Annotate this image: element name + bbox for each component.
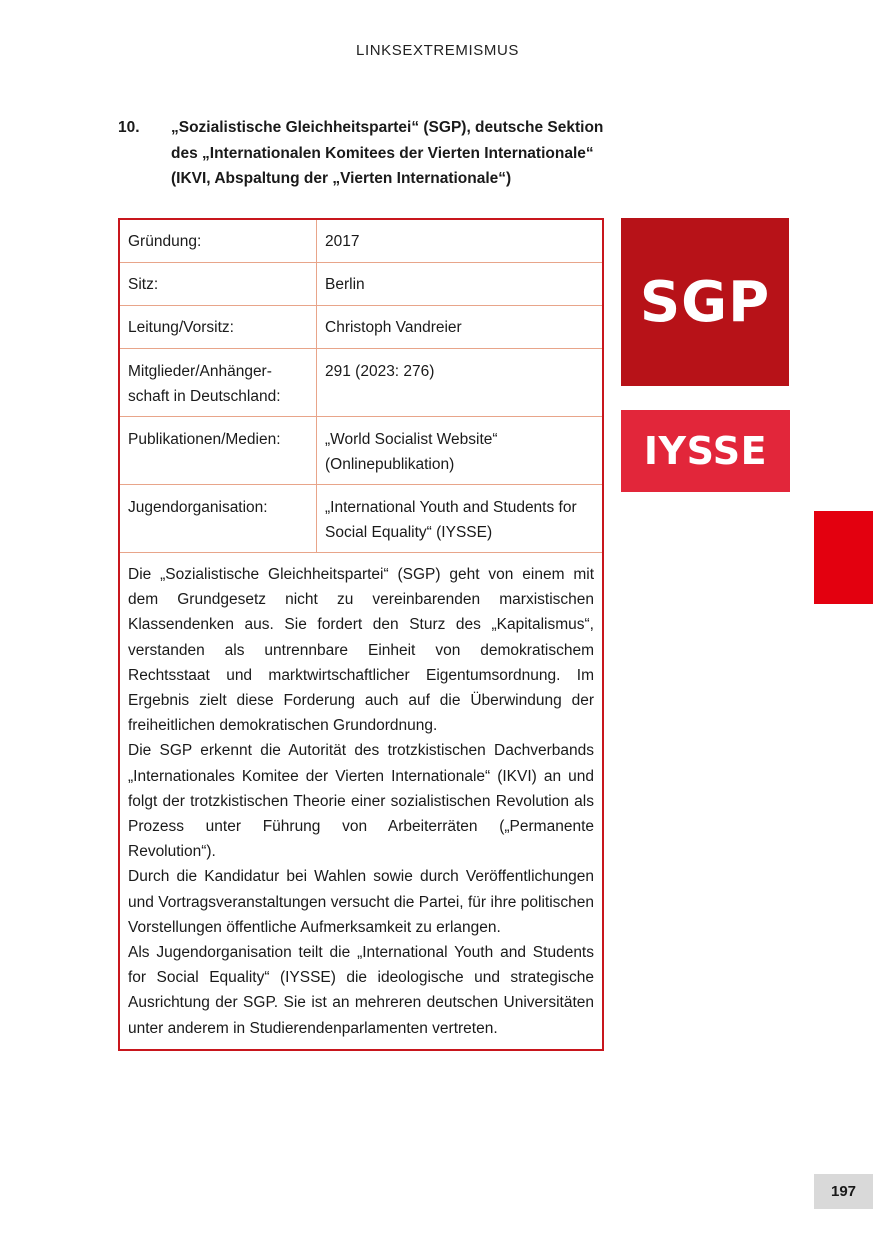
profile-value: 291 (2023: 276) [325,363,435,380]
description-paragraph: Als Jugendorganisation teilt die „International Youth and Students for Social Equality“ (IYSSE) die ideologische und strategische Ausrichtung der SGP. Sie ist an mehreren deutschen Universitäten unter anderem in Studierendenparlamenten vertreten. [128,944,594,1037]
profile-value-line: Social Equality“ (IYSSE) [325,524,493,541]
profile-label-line: Mitglieder/Anhänger- [128,363,272,380]
section-title-line: (IKVI, Abspaltung der „Vierten Internationale“) [171,170,512,187]
profile-row-founded [120,220,602,263]
profile-value-line: (Onlinepublikation) [325,456,455,473]
profile-row-members [120,349,602,417]
description-paragraph: Die „Sozialistische Gleichheitspartei“ (SGP) geht von einem mit dem Grundgesetz nicht zu vereinbarenden marxistischen Klassendenken aus. Sie fordert den Sturz des „Kapitalismus“, verstanden als untrennbare Einheit von demokratischem Rechtsstaat und marktwirtschaftlicher Eigentumsordnung. Im Ergebnis zielt diese Forderung auch auf die Überwindung der freiheitlichen demokratischen Grundordnung. [128,566,594,735]
page-number: 197 [814,1174,873,1209]
section-title-line: „Sozialistische Gleichheitspartei“ (SGP), deutsche Sektion [171,119,604,136]
description-paragraph: Durch die Kandidatur bei Wahlen sowie durch Veröffentlichungen und Vortragsveranstaltungen versucht die Partei, für ihre politischen Vorstellungen öffentliche Aufmerksamkeit zu erlangen. [128,868,594,936]
profile-row-youth-organization [120,485,602,553]
section-heading [118,115,618,192]
profile-label-line: schaft in Deutschland: [128,388,281,405]
profile-label: Jugendorganisation: [120,485,317,552]
iysse-logo: IYSSE [621,410,790,492]
profile-label: Leitung/Vorsitz: [120,306,317,348]
profile-value [317,417,602,484]
profile-value: Christoph Vandreier [325,319,462,336]
profile-label [120,349,317,416]
chapter-thumb-tab [814,511,873,604]
profile-value-line: „International Youth and Students for [325,499,577,516]
profile-row-publications [120,417,602,485]
profile-label: Gründung: [120,220,317,262]
organization-profile-box [118,218,604,1051]
profile-value: Berlin [325,276,365,293]
profile-label: Sitz: [120,263,317,305]
description-paragraph: Die SGP erkennt die Autorität des trotzkistischen Dachverbands „Internationales Komitee der Vierten Internationale“ (IKVI) an und folgt der trotzkistischen Theorie einer sozialistischen Revolution als Prozess unter Führung von Arbeiterräten („Permanente Revolution“). [128,742,594,861]
profile-description [120,553,602,1049]
profile-value-line: „World Socialist Website“ [325,431,498,448]
profile-row-seat [120,263,602,306]
section-title [171,115,618,192]
profile-label: Publikationen/Medien: [120,417,317,484]
profile-row-leadership [120,306,602,349]
section-number: 10. [118,119,140,136]
profile-value [317,485,602,552]
section-title-line: des „Internationalen Komitees der Vierten Internationale“ [171,144,594,162]
running-head: LINKSEXTREMISMUS [356,42,519,59]
profile-value: 2017 [325,233,360,250]
sgp-logo: SGP [621,218,789,386]
